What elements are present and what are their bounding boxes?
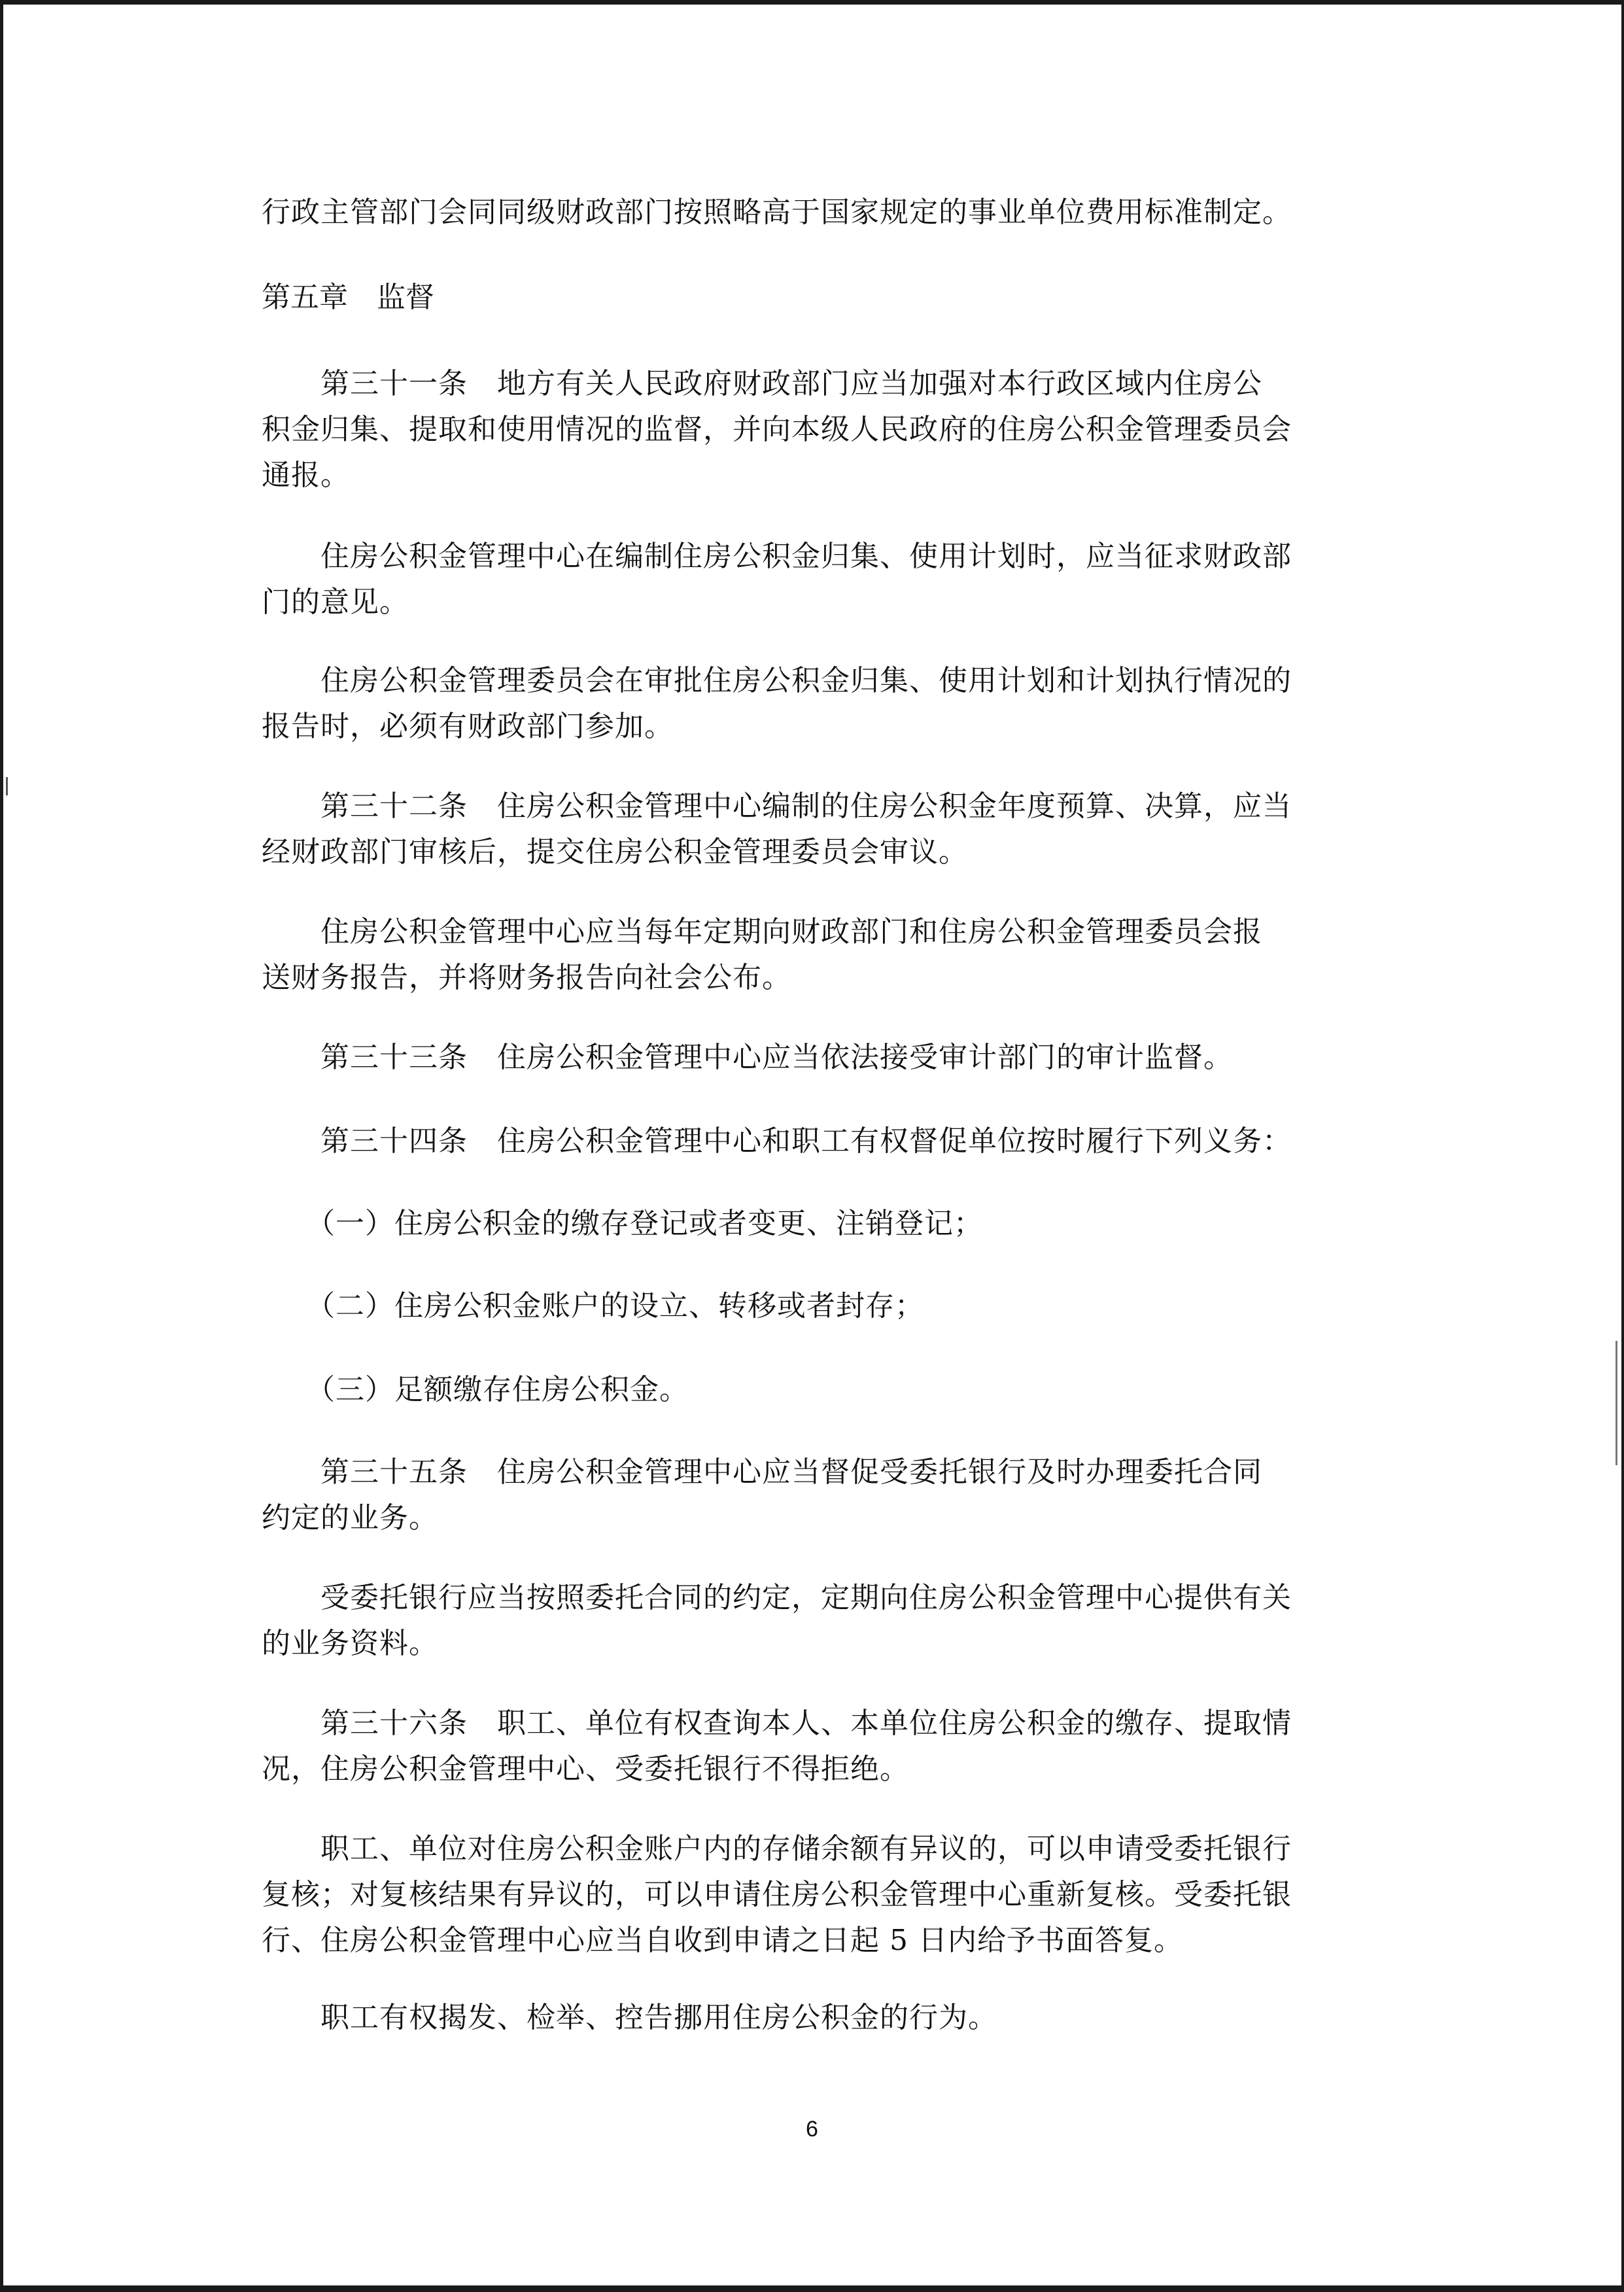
list-item-2: （二）住房公积金账户的设立、转移或者封存； (262, 1289, 924, 1323)
scan-border-left (0, 0, 3, 2292)
list-item-1: （一）住房公积金的缴存登记或者变更、注销登记； (262, 1207, 983, 1240)
scan-border-right (1621, 0, 1624, 2292)
paragraph-line: 住房公积金管理中心应当每年定期向财政部门和住房公积金管理委员会报 (262, 915, 1262, 948)
article-35-line-1: 第三十五条 住房公积金管理中心应当督促受委托银行及时办理委托合同 (262, 1455, 1262, 1489)
paragraph-line: 住房公积金管理委员会在审批住房公积金归集、使用计划和计划执行情况的 (262, 664, 1292, 697)
article-31-line-1: 第三十一条 地方有关人民政府财政部门应当加强对本行政区域内住房公 (262, 367, 1262, 400)
paragraph-line: 门的意见。 (262, 585, 409, 619)
article-35-line-2: 约定的业务。 (262, 1501, 438, 1535)
paragraph-line: 受委托银行应当按照委托合同的约定，定期向住房公积金管理中心提供有关 (262, 1581, 1292, 1614)
paragraph-line: 的业务资料。 (262, 1627, 438, 1660)
paragraph-line: 职工、单位对住房公积金账户内的存储余额有异议的，可以申请受委托银行 (262, 1832, 1292, 1866)
article-36-line-2: 况，住房公积金管理中心、受委托银行不得拒绝。 (262, 1752, 909, 1786)
page-number: 6 (806, 2117, 818, 2142)
paragraph-line: 职工有权揭发、检举、控告挪用住房公积金的行为。 (262, 2001, 997, 2034)
paragraph-line: 送财务报告，并将财务报告向社会公布。 (262, 961, 791, 994)
paragraph-line: 复核；对复核结果有异议的，可以申请住房公积金管理中心重新复核。受委托银 (262, 1878, 1292, 1911)
scan-artifact-mark (1615, 1341, 1617, 1465)
article-34-line: 第三十四条 住房公积金管理中心和职工有权督促单位按时履行下列义务： (262, 1124, 1292, 1158)
paragraph-line: 报告时，必须有财政部门参加。 (262, 710, 674, 743)
article-31-line-3: 通报。 (262, 459, 350, 492)
scan-artifact-tick (6, 777, 8, 795)
article-32-line-2: 经财政部门审核后，提交住房公积金管理委员会审议。 (262, 835, 968, 869)
scan-border-top (0, 0, 1624, 5)
article-32-line-1: 第三十二条 住房公积金管理中心编制的住房公积金年度预算、决算，应当 (262, 790, 1292, 823)
paragraph-line: 行、住房公积金管理中心应当自收到申请之日起 5 日内给予书面答复。 (262, 1924, 1183, 1957)
scan-border-bottom (0, 2285, 1624, 2292)
list-item-3: （三）足额缴存住房公积金。 (262, 1373, 689, 1406)
article-33-line: 第三十三条 住房公积金管理中心应当依法接受审计部门的审计监督。 (262, 1041, 1233, 1074)
article-31-line-2: 积金归集、提取和使用情况的监督，并向本级人民政府的住房公积金管理委员会 (262, 413, 1292, 446)
chapter-heading: 第五章 监督 (262, 281, 434, 314)
article-36-line-1: 第三十六条 职工、单位有权查询本人、本单位住房公积金的缴存、提取情 (262, 1707, 1292, 1740)
paragraph-line: 住房公积金管理中心在编制住房公积金归集、使用计划时，应当征求财政部 (262, 540, 1292, 573)
text-line: 行政主管部门会同同级财政部门按照略高于国家规定的事业单位费用标准制定。 (262, 196, 1292, 229)
